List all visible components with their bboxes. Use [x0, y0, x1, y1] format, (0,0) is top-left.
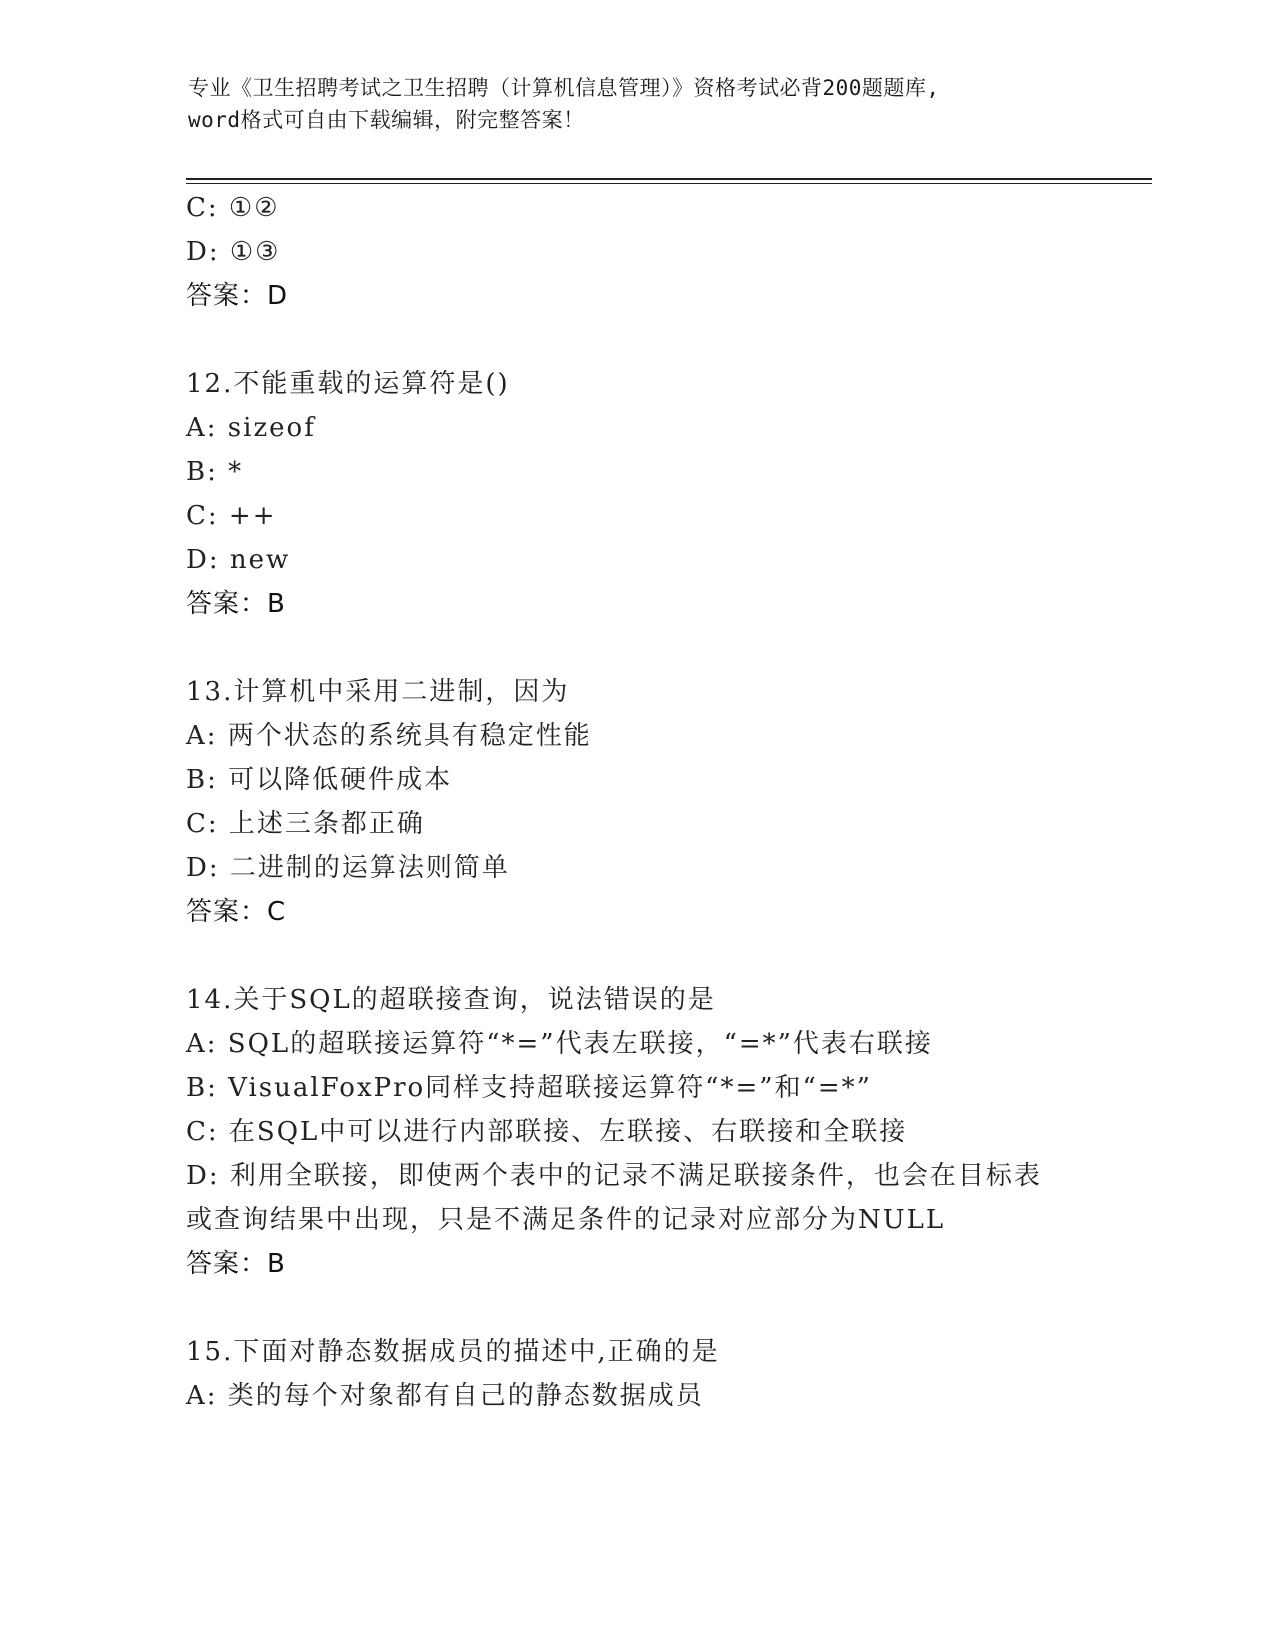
q14-option-b: B: VisualFoxPro同样支持超联接运算符“*=”和“=*” [186, 1073, 872, 1103]
q12-option-c: C: ++ [186, 501, 277, 531]
q15-question: 15.下面对静态数据成员的描述中,正确的是 [186, 1337, 720, 1367]
q14-option-d-line-1: D: 利用全联接，即使两个表中的记录不满足联接条件，也会在目标表 [186, 1161, 1042, 1191]
q13-option-c: C: 上述三条都正确 [186, 809, 425, 839]
q12-option-b: B: * [186, 457, 244, 487]
header-divider-thick [186, 178, 1152, 180]
q15-option-a: A: 类的每个对象都有自己的静态数据成员 [186, 1381, 704, 1411]
header-line-2: word格式可自由下载编辑，附完整答案！ [188, 108, 585, 132]
header-divider-thin [186, 183, 1152, 184]
q14-option-c: C: 在SQL中可以进行内部联接、左联接、右联接和全联接 [186, 1117, 908, 1147]
prev-option-c: C: ①② [186, 193, 280, 223]
q12-question: 12.不能重载的运算符是() [186, 369, 510, 399]
document-header [188, 72, 1108, 136]
q14-answer: 答案：B [186, 1249, 286, 1279]
q13-question: 13.计算机中采用二进制，因为 [186, 677, 570, 707]
q13-answer: 答案：C [186, 897, 287, 927]
q12-option-a: A: sizeof [186, 413, 316, 443]
q13-option-d: D: 二进制的运算法则简单 [186, 853, 510, 883]
q12-answer: 答案：B [186, 589, 286, 619]
q12-option-d: D: new [186, 545, 291, 575]
q13-option-b: B: 可以降低硬件成本 [186, 765, 453, 795]
header-line-1: 专业《卫生招聘考试之卫生招聘（计算机信息管理）》资格考试必背200题题库, [188, 76, 940, 100]
q13-option-a: A: 两个状态的系统具有稳定性能 [186, 721, 592, 751]
q14-option-d-line-2: 或查询结果中出现，只是不满足条件的记录对应部分为NULL [186, 1205, 946, 1235]
q14-option-a: A: SQL的超联接运算符“*=”代表左联接，“=*”代表右联接 [186, 1029, 933, 1059]
q14-question: 14.关于SQL的超联接查询，说法错误的是 [186, 985, 716, 1015]
prev-answer: 答案：D [186, 281, 289, 311]
prev-option-d: D: ①③ [186, 237, 281, 267]
